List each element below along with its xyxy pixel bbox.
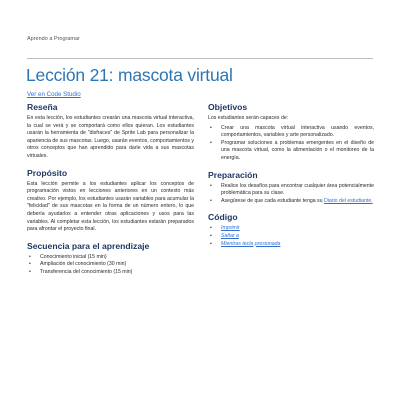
bullet-icon: • xyxy=(210,197,212,204)
resena-body: En esta lección, los estudiantes crearán una mascota virtual interactiva, la cual se verá y se comportará como ellos quieran. Los estudiantes usarán la herramienta de "disfraces" de Sprite Lab para personalizar la apariencia de sus mascotas. Luego, usarán eventos, comportamientos y otros conceptos que han aprendido para darle vida a sus mascotas virtuales. xyxy=(27,115,194,159)
list-item: • Conocimiento inicial (15 min) xyxy=(29,253,107,260)
list-item: • Programar soluciones a problemas emergentes en el diseño de una mascota virtual, como la alimentación o el monitoreo de la energía. xyxy=(210,139,374,161)
secuencia-heading: Secuencia para el aprendizaje xyxy=(27,240,150,251)
page-header: Aprendo a Programar xyxy=(27,36,80,42)
title-lesson-word: Lección xyxy=(26,65,85,85)
preparacion-list xyxy=(208,183,374,206)
left-column xyxy=(27,101,194,277)
list-item xyxy=(208,225,374,233)
list-item xyxy=(208,241,374,249)
header-divider xyxy=(27,58,373,59)
objetivos-heading: Objetivos xyxy=(208,102,248,112)
codigo-heading: Código xyxy=(208,212,238,223)
preparacion-heading: Preparación xyxy=(208,169,258,180)
list-item: • Realice los desafíos para encontrar cualquier área potencialmente problemática para su clase. xyxy=(210,182,374,197)
bullet-icon: • xyxy=(29,268,31,275)
objetivos-intro: Los estudiantes serán capaces de: xyxy=(208,115,289,121)
diario-link[interactable]: Diario del estudiante. xyxy=(323,197,373,204)
bullet-icon: • xyxy=(210,124,212,131)
resena-heading: Reseña xyxy=(27,102,58,112)
proposito-body: Esta lección permite a los estudiantes aplicar los conceptos de programación vistos en lecciones anteriores en un contexto más creativo. Por ejemplo, los estudiantes usarán variables para acumular la "felicidad" de sus mascotas en la forma de un número entero, lo que debería ayudarlos a entender otras aplicaciones y usos para las variables. Al completar esta lección, los estudiantes estarán preparados para afrontar el proyecto final. xyxy=(27,180,194,233)
list-item xyxy=(208,233,374,241)
code-studio-link[interactable]: Ver en Code Studio xyxy=(27,91,81,98)
title-text: mascota virtual xyxy=(118,65,233,85)
bullet-icon: • xyxy=(210,240,212,247)
bullet-icon: • xyxy=(210,225,212,232)
codigo-list xyxy=(208,225,374,248)
list-item: • Transferencia del conocimiento (15 min) xyxy=(29,268,133,275)
code-link-saltar[interactable]: Saltar a xyxy=(221,232,239,239)
list-item: • Ampliación del conocimiento (30 min) xyxy=(29,261,127,268)
bullet-icon: • xyxy=(29,253,31,260)
bullet-icon: • xyxy=(210,139,212,146)
objetivos-list xyxy=(208,125,374,163)
page-title: Lección 21: mascota virtual xyxy=(26,65,233,85)
bullet-icon: • xyxy=(210,232,212,239)
proposito-heading: Propósito xyxy=(27,167,68,178)
bullet-icon: • xyxy=(210,182,212,189)
list-item: • Crear una mascota virtual interactiva usando eventos, comportamientos, variables y arte personalizado. xyxy=(210,124,374,139)
secuencia-list xyxy=(27,254,194,277)
right-column xyxy=(208,101,374,248)
bullet-icon: • xyxy=(29,261,31,268)
code-link-imprimir[interactable]: Imprimir xyxy=(221,225,240,232)
code-link-mientras[interactable]: Mientras tecla presionada xyxy=(221,240,281,247)
list-item: • Asegúrese de que cada estudiante tenga su Diario del estudiante. xyxy=(210,197,373,204)
title-lesson-number: 21 xyxy=(89,65,109,85)
